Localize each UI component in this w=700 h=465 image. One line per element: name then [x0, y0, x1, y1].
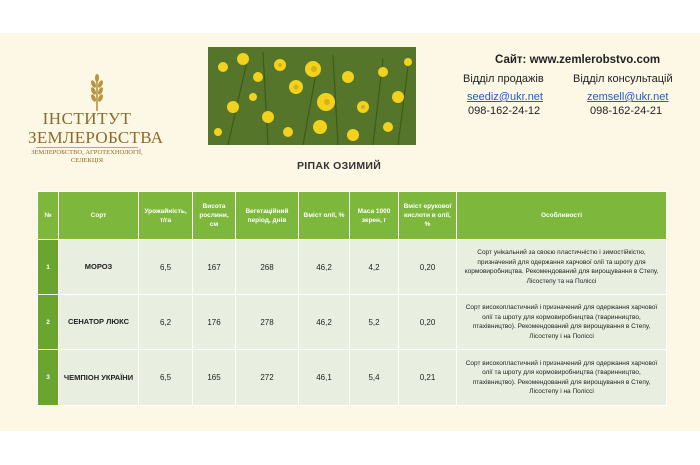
- logo-line-3: ЗЕМЛЕРОБСТВО, АГРОТЕХНОЛОГІЇ,: [31, 149, 143, 156]
- row-period: 268: [236, 240, 299, 295]
- row-oil: 46,2: [299, 240, 350, 295]
- logo-line-2: ЗЕМЛЕРОБСТВА: [28, 128, 164, 147]
- row-num: 3: [38, 350, 59, 406]
- logo-divider: [36, 147, 138, 148]
- row-num: 1: [38, 240, 59, 295]
- row-yield: 6,5: [139, 240, 193, 295]
- row-features: Сорт унікальний за своєю пластичністю і зимостійкістю, призначений для одержання харчової олії та шроту для кормовиробництва. Рекомендований для вирощування в Степу, Лісостепу та на Поліссі: [457, 240, 667, 295]
- header-yield: Урожайність, т/га: [139, 192, 193, 240]
- table-row: [38, 350, 667, 406]
- row-height: 167: [193, 240, 236, 295]
- header-features: Особливості: [457, 192, 667, 240]
- consult-dept-title: Відділ консультацій: [573, 73, 673, 85]
- row-variety: ЧЕМПІОН УКРАЇНИ: [59, 350, 139, 406]
- header-num: №: [38, 192, 59, 240]
- sales-dept-title: Відділ продажів: [463, 73, 544, 85]
- row-features: Сорт високопластичний і призначений для одержання харчової олії та шроту для кормовиробництва (тваринництво, птахівництво). Рекомендований для вирощування в Степу, Лісостепу і на Поліссі: [457, 295, 667, 350]
- row-variety: СЕНАТОР ЛЮКС: [59, 295, 139, 350]
- header-oil: Вміст олії, %: [299, 192, 350, 240]
- page-title: РІПАК ОЗИМИЙ: [297, 160, 382, 172]
- logo-line-1: ІНСТИТУТ: [42, 109, 132, 128]
- row-mass: 4,2: [350, 240, 399, 295]
- row-erucic: 0,21: [399, 350, 457, 406]
- row-erucic: 0,20: [399, 240, 457, 295]
- logo-line-4: СЕЛЕКЦІЯ: [70, 157, 104, 164]
- header-erucic: Вміст ерукової кислоти в олії, %: [399, 192, 457, 240]
- rapeseed-flowers-photo: [208, 47, 416, 145]
- header-period: Вегетаційний період, днів: [236, 192, 299, 240]
- row-erucic: 0,20: [399, 295, 457, 350]
- header-variety: Сорт: [59, 192, 139, 240]
- header-mass: Маса 1000 зерен, г: [350, 192, 399, 240]
- row-num: 2: [38, 295, 59, 350]
- table-header-row: [38, 192, 667, 240]
- row-period: 278: [236, 295, 299, 350]
- slide: [0, 33, 700, 431]
- row-period: 272: [236, 350, 299, 406]
- table-row: [38, 295, 667, 350]
- sales-email-link[interactable]: seediz@ukr.net: [467, 91, 543, 103]
- varieties-table: [37, 191, 667, 406]
- consult-email-link[interactable]: zemsell@ukr.net: [587, 91, 669, 103]
- row-height: 165: [193, 350, 236, 406]
- wheat-icon: [82, 73, 112, 113]
- consult-phone: 098-162-24-21: [590, 105, 663, 117]
- row-mass: 5,2: [350, 295, 399, 350]
- row-height: 176: [193, 295, 236, 350]
- website-label: Сайт: www.zemlerobstvo.com: [495, 54, 661, 66]
- row-features: Сорт високопластичний і призначений для одержання харчової олії та шроту для кормовиробництва (тваринництво, птахівництво). Рекомендований для вирощування в Степу, Лісостепу і на Поліссі: [457, 350, 667, 406]
- row-yield: 6,2: [139, 295, 193, 350]
- row-oil: 46,2: [299, 295, 350, 350]
- table-row: [38, 240, 667, 295]
- row-variety: МОРОЗ: [59, 240, 139, 295]
- row-oil: 46,1: [299, 350, 350, 406]
- row-yield: 6,5: [139, 350, 193, 406]
- row-mass: 5,4: [350, 350, 399, 406]
- sales-phone: 098-162-24-12: [468, 105, 541, 117]
- header-height: Висота рослини, см: [193, 192, 236, 240]
